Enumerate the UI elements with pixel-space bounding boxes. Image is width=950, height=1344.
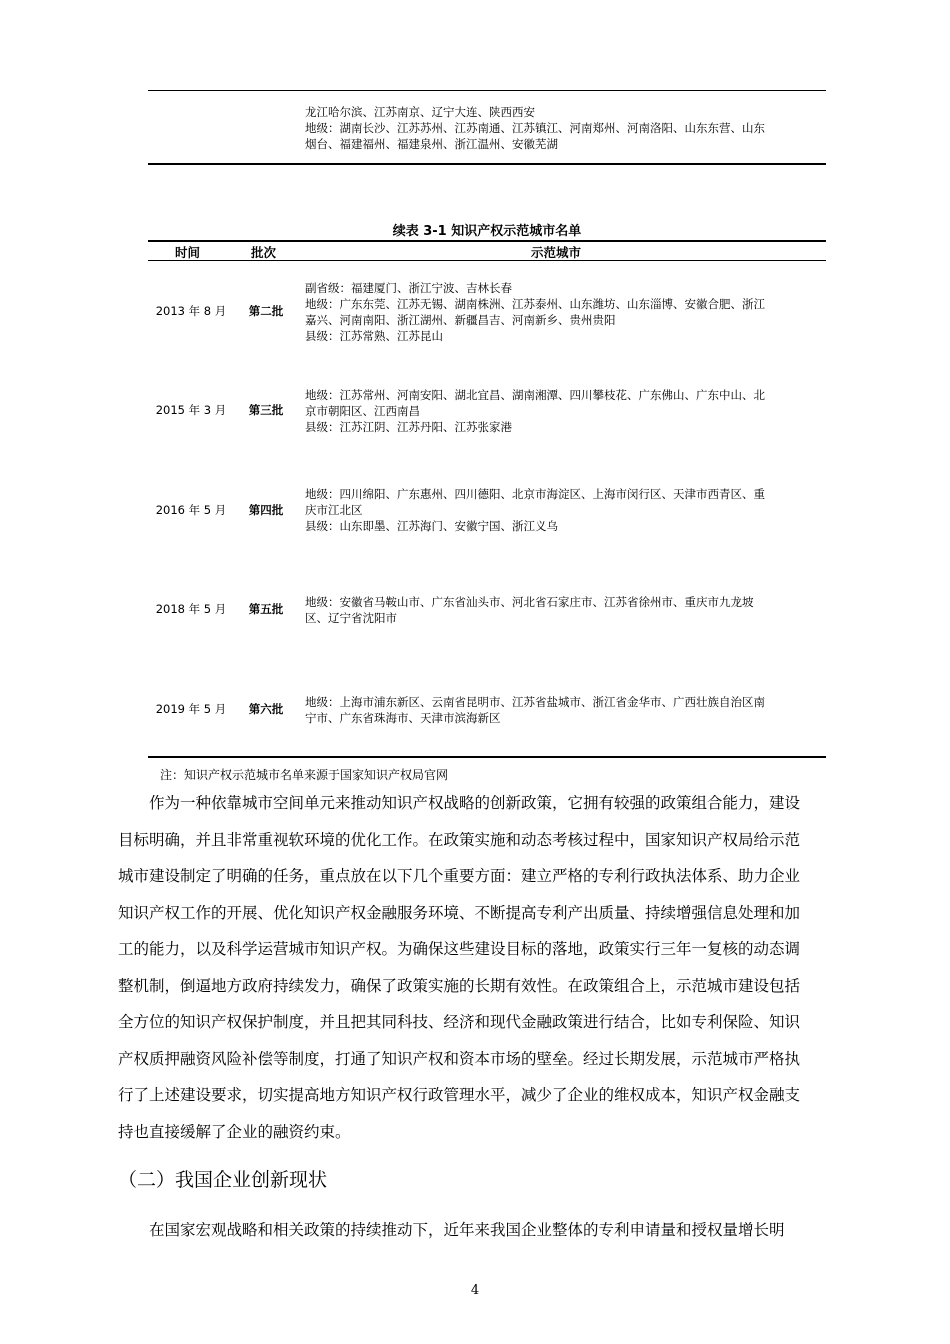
header-time: 时间 [175,245,201,260]
paragraph-line: 全方位的知识产权保护制度，并且把其同科技、经济和现代金融政策进行结合，比如专利保险、知识 [118,1013,801,1031]
section-heading: （二）我国企业创新现状 [118,1169,328,1191]
paragraph-line: 城市建设制定了明确的任务，重点放在以下几个重要方面：建立严格的专利行政执法体系、助力企业 [118,867,801,885]
table-row-batch: 第三批 [248,403,284,417]
page-number: 4 [470,1283,480,1298]
cities-line: 地级：安徽省马鞍山市、广东省汕头市、河北省石家庄市、江苏省徐州市、重庆市九龙坡 [305,595,754,609]
table-row-batch: 第二批 [248,304,284,318]
continued-line: 烟台、福建福州、福建泉州、浙江温州、安徽芜湖 [305,137,558,151]
table-bottom-rule [148,756,826,758]
table-row-batch: 第六批 [248,702,284,716]
cities-line: 县级：江苏江阴、江苏丹阳、江苏张家港 [305,420,512,434]
cities-line: 地级：上海市浦东新区、云南省昆明市、江苏省盐城市、浙江省金华市、广西壮族自治区南 [305,695,765,709]
cities-line: 宁市、广东省珠海市、天津市滨海新区 [305,711,501,725]
paragraph-line: 整机制，倒逼地方政府持续发力，确保了政策实施的长期有效性。在政策组合上，示范城市建设包括 [118,976,801,995]
table-row-cities [305,694,825,726]
table-row-time: 2016 年 5 月 [155,503,227,517]
table-row-time: 2019 年 5 月 [155,702,227,716]
paragraph-line: 在国家宏观战略和相关政策的持续推动下，近年来我国企业整体的专利申请量和授权量增长明 [118,1221,785,1239]
table-row-cities [305,280,825,344]
header-batch: 批次 [251,245,277,260]
table-row-batch: 第五批 [248,602,284,616]
body-paragraph [118,785,833,1150]
paragraph-line: 知识产权工作的开展、优化知识产权金融服务环境、不断提高专利产出质量、持续增强信息处理和加 [118,903,801,922]
table-header-rule [148,260,826,261]
cities-line: 副省级：福建厦门、浙江宁波、吉林长春 [305,281,512,295]
table-row-cities [305,486,825,534]
table-row-time: 2015 年 3 月 [155,403,227,417]
table-note: 注：知识产权示范城市名单来源于国家知识产权局官网 [160,768,449,782]
cities-line: 地级：江苏常州、河南安阳、湖北宜昌、湖南湘潭、四川攀枝花、广东佛山、广东中山、北 [305,388,765,402]
top-rule [148,90,826,91]
cities-line: 区、辽宁省沈阳市 [305,611,397,625]
continued-line: 地级：湖南长沙、江苏苏州、江苏南通、江苏镇江、河南郑州、河南洛阳、山东东营、山东 [305,121,765,135]
paragraph-line: 工的能力，以及科学运营城市知识产权。为确保这些建设目标的落地，政策实行三年一复核的动态调 [118,940,801,958]
body-paragraph-2 [118,1212,833,1249]
cities-line: 京市朝阳区、江西南昌 [305,404,420,418]
continued-bottom-rule [148,163,826,165]
cities-line: 地级：四川绵阳、广东惠州、四川德阳、北京市海淀区、上海市闵行区、天津市西青区、重 [305,487,765,501]
cities-line: 县级：江苏常熟、江苏昆山 [305,329,443,343]
table-row-batch: 第四批 [248,503,284,517]
table-row-cities [305,387,825,435]
header-cities: 示范城市 [531,245,582,260]
table-row-cities [305,594,825,626]
paragraph-line: 产权质押融资风险补偿等制度，打通了知识产权和资本市场的壁垒。经过长期发展，示范城市严格执 [118,1049,801,1068]
cities-line: 地级：广东东莞、江苏无锡、湖南株洲、江苏泰州、山东潍坊、山东淄博、安徽合肥、浙江 [305,297,765,311]
table-top-rule [148,240,826,242]
paragraph-line: 作为一种依靠城市空间单元来推动知识产权战略的创新政策，它拥有较强的政策组合能力，建设 [118,794,801,812]
paragraph-line: 目标明确，并且非常重视软环境的优化工作。在政策实施和动态考核过程中，国家知识产权局给示范 [118,830,801,849]
table-row-time: 2013 年 8 月 [155,304,227,318]
cities-line: 县级：山东即墨、江苏海门、安徽宁国、浙江义乌 [305,519,558,533]
cities-line: 庆市江北区 [305,503,363,517]
paragraph-line: 行了上述建设要求，切实提高地方知识产权行政管理水平，减少了企业的维权成本，知识产权金融支 [118,1086,801,1104]
cities-line: 嘉兴、河南南阳、浙江湖州、新疆昌吉、河南新乡、贵州贵阳 [305,313,616,327]
table-caption: 续表 3-1 知识产权示范城市名单 [392,224,582,239]
continued-cities [305,104,825,152]
table-row-time: 2018 年 5 月 [155,602,227,616]
continued-line: 龙江哈尔滨、江苏南京、辽宁大连、陕西西安 [305,105,535,119]
paragraph-line: 持也直接缓解了企业的融资约束。 [118,1122,351,1141]
